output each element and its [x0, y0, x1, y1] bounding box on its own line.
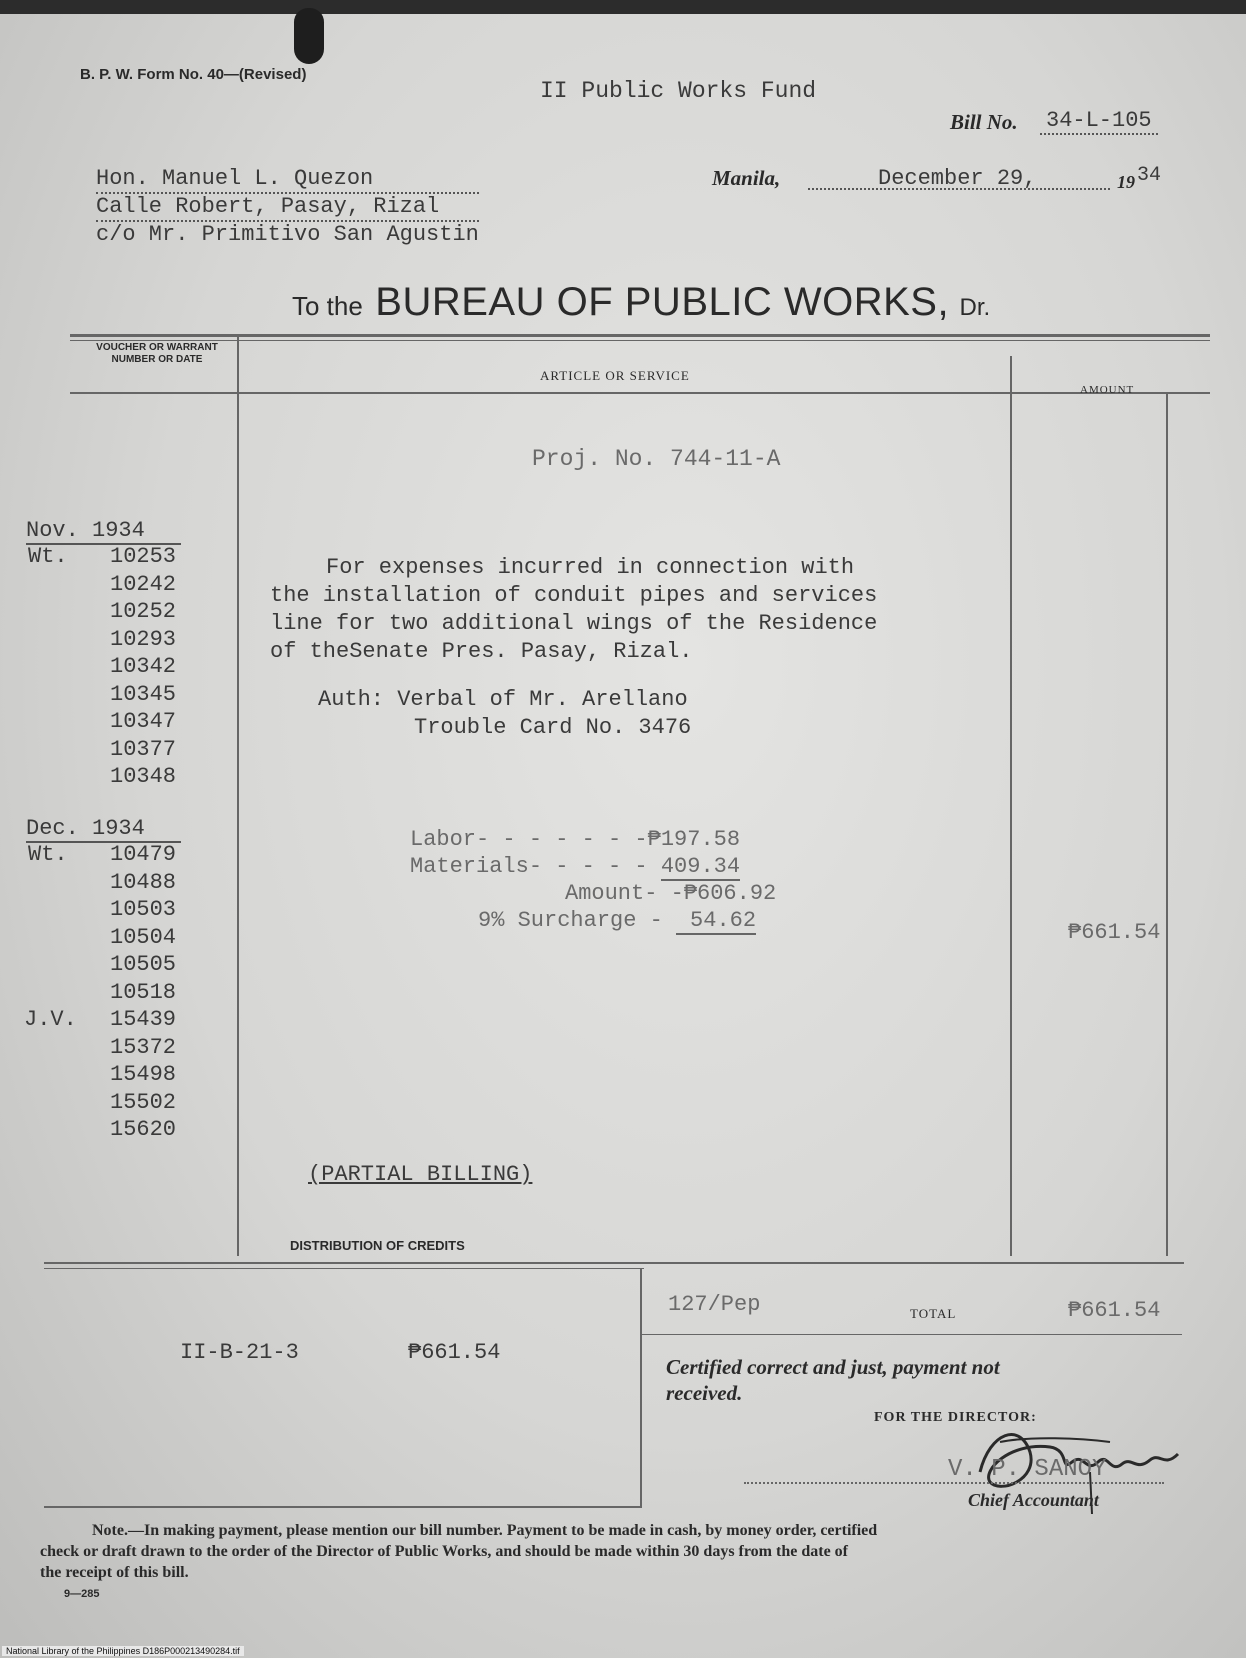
dec-heading: Dec. 1934: [26, 816, 181, 843]
column-rule-1: [237, 336, 239, 1256]
bill-number: 34-L-105: [1040, 108, 1158, 135]
fund-name: II Public Works Fund: [540, 78, 817, 104]
distribution-top-rule-thin: [44, 1268, 644, 1269]
surcharge-value: 54.62: [676, 908, 756, 935]
column-rule-3: [1166, 392, 1168, 1256]
materials-value: 409.34: [660, 854, 741, 879]
manila-label: Manila,: [712, 166, 781, 190]
amount-value: ₱606.92: [683, 881, 777, 906]
partial-billing: [308, 1162, 532, 1187]
signatory-name: V. P. SANOY: [948, 1456, 1107, 1483]
amount-label: Amount- -: [565, 881, 684, 906]
total-value: ₱661.54: [1068, 1298, 1161, 1323]
authorization-block: [318, 686, 691, 742]
payment-note: [40, 1520, 877, 1583]
cost-breakdown: [410, 826, 776, 934]
distribution-code: II-B-21-3: [180, 1340, 299, 1365]
partial-billing-text: (PARTIAL BILLING): [308, 1162, 533, 1187]
jv-prefix: J.V.: [24, 1007, 77, 1032]
voucher-column-header: VOUCHER OR WARRANT NUMBER OR DATE: [96, 342, 218, 365]
print-code: 9—285: [64, 1588, 100, 1600]
article-column-header: ARTICLE OR SERVICE: [540, 368, 690, 383]
project-number: Proj. No. 744-11-A: [532, 446, 781, 472]
nov-heading: Nov. 1934: [26, 518, 181, 545]
certification-line-2: received.: [666, 1381, 743, 1405]
nov-warrant-number: 10342: [110, 654, 177, 679]
column-rule-2: [1010, 356, 1012, 1256]
labor-value: ₱197.58: [647, 827, 741, 852]
dec-warrant-list: [110, 842, 176, 1007]
dec-warrant-number: 10503: [110, 897, 177, 922]
nov-warrant-number: 10347: [110, 709, 177, 734]
header-bottom-rule: [70, 392, 1210, 394]
description-line-2: the installation of conduit pipes and services: [270, 583, 878, 608]
auth-line-2: Trouble Card No. 3476: [414, 715, 692, 740]
scan-top-edge: [0, 0, 1246, 14]
jv-list: [110, 1007, 176, 1145]
distribution-heading: DISTRIBUTION OF CREDITS: [290, 1238, 465, 1253]
total-bottom-rule: [642, 1334, 1182, 1335]
for-the-director: FOR THE DIRECTOR:: [874, 1410, 1037, 1425]
nov-warrant-number: 10252: [110, 599, 177, 624]
form-number: B. P. W. Form No. 40—(Revised): [80, 66, 307, 83]
amount-column-value: ₱661.54: [1068, 920, 1161, 945]
dec-warrant-number: 10518: [110, 979, 177, 1005]
punch-hole: [294, 8, 324, 64]
note-line-1: Note.—In making payment, please mention our bill number. Payment to be made in cash, by money order, certified: [92, 1522, 878, 1539]
nov-warrant-number: 10242: [110, 571, 177, 597]
nov-warrant-number: 10377: [110, 736, 177, 762]
note-line-2: check or draft drawn to the order of the Director of Public Works, and should be made within 30 days from the date of: [40, 1543, 848, 1560]
jv-number: 15439: [110, 1007, 177, 1032]
year-prefix: 19: [1117, 172, 1135, 192]
dec-warrant-number: 10488: [110, 869, 177, 895]
jv-number: 15498: [110, 1062, 177, 1087]
description-line-4: of theSenate Pres. Pasay, Rizal.: [270, 639, 693, 664]
table-top-rule: [70, 334, 1210, 337]
auth-line-1: Auth: Verbal of Mr. Arellano: [318, 687, 688, 712]
distribution-value: ₱661.54: [408, 1340, 501, 1365]
nov-warrant-number: 10293: [110, 626, 177, 652]
nov-warrant-list: [110, 544, 176, 792]
title-bureau: BUREAU OF PUBLIC WORKS,: [375, 280, 950, 324]
title-dr: Dr.: [959, 294, 991, 321]
surcharge-label: 9% Surcharge -: [478, 908, 663, 933]
dec-warrant-number: 10505: [110, 952, 177, 977]
addressee-block: [96, 166, 479, 248]
note-line-3: the receipt of this bill.: [40, 1564, 189, 1581]
certification: [666, 1354, 1000, 1406]
jv-number: 15502: [110, 1089, 177, 1115]
description-line-1: For expenses incurred in connection with: [326, 555, 855, 580]
amount-column-header: AMOUNT: [1080, 384, 1135, 396]
bureau-title: [292, 280, 990, 325]
addressee-street: Calle Robert, Pasay, Rizal: [96, 194, 479, 222]
nov-warrant-number: 10253: [110, 544, 177, 569]
description-block: [270, 554, 877, 666]
nov-warrant-number: 10348: [110, 764, 177, 789]
certification-line-1: Certified correct and just, payment not: [666, 1355, 1000, 1379]
dec-prefix: Wt.: [28, 842, 68, 867]
total-label: TOTAL: [910, 1306, 957, 1321]
distribution-bottom-rule: [44, 1506, 642, 1508]
year-suffix: 34: [1137, 164, 1162, 187]
total-reference: 127/Pep: [668, 1292, 761, 1317]
jv-number: 15620: [110, 1117, 177, 1142]
scan-footer-caption: National Library of the Philippines D186P000213490284.tif: [2, 1646, 244, 1656]
table-top-rule-thin: [70, 340, 1210, 341]
bill-date: December 29,: [878, 166, 1037, 191]
distribution-right-rule: [640, 1268, 642, 1508]
dec-warrant-number: 10504: [110, 924, 177, 950]
signatory-title: Chief Accountant: [968, 1490, 1099, 1510]
jv-number: 15372: [110, 1034, 177, 1060]
nov-warrant-number: 10345: [110, 681, 177, 707]
description-line-3: line for two additional wings of the Residence: [270, 611, 878, 636]
distribution-top-rule: [44, 1262, 1184, 1264]
addressee-name: Hon. Manuel L. Quezon: [96, 166, 479, 194]
addressee-care-of: c/o Mr. Primitivo San Agustin: [96, 222, 479, 247]
labor-label: Labor- - - - - - -: [410, 827, 648, 852]
dec-warrant-number: 10479: [110, 842, 177, 867]
bill-label: Bill No.: [950, 110, 1018, 134]
nov-prefix: Wt.: [28, 544, 68, 569]
materials-label: Materials- - - - -: [410, 854, 648, 879]
title-to-the: To the: [292, 291, 363, 321]
